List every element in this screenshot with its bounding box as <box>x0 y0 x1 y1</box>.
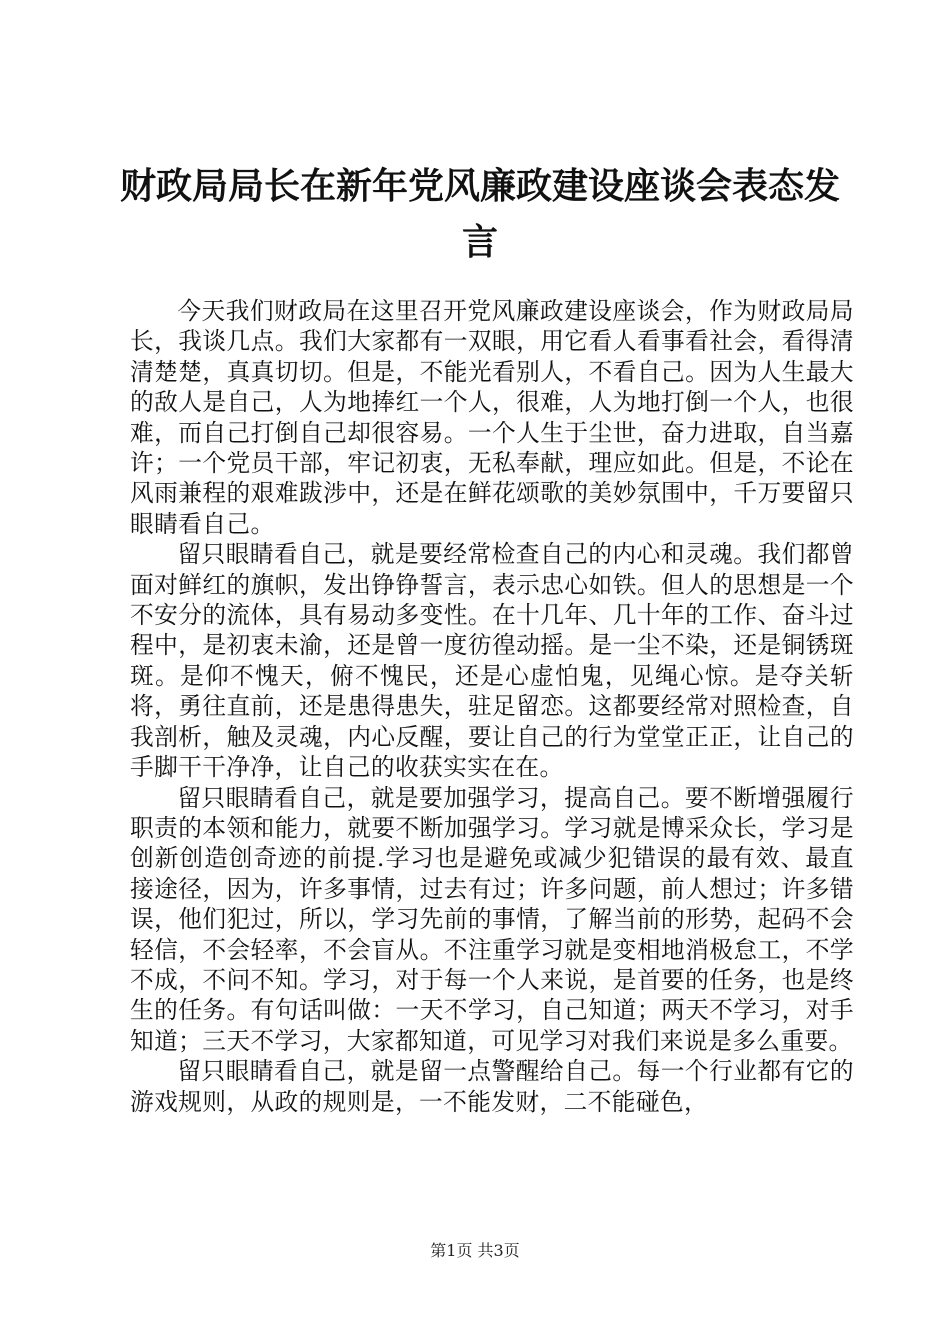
paragraph-3: 留只眼睛看自己，就是要加强学习，提高自己。要不断增强履行职责的本领和能力，就要不断加强学习。学习就是博采众长，学习是创新创造创奇迹的前提.学习也是避免或减少犯错误的最有效、最直接途径，因为，许多事情，过去有过；许多问题，前人想过；许多错误，他们犯过，所以，学习先前的事情，了解当前的形势，起码不会轻信，不会轻率，不会盲从。不注重学习就是变相地消极怠工，不学不成，不问不知。学习，对于每一个人来说，是首要的任务，也是终生的任务。有句话叫做：一天不学习，自己知道；两天不学习，对手知道；三天不学习，大家都知道，可见学习对我们来说是多么重要。 <box>130 783 854 1055</box>
paragraph-1: 今天我们财政局在这里召开党风廉政建设座谈会，作为财政局局长，我谈几点。我们大家都有一双眼，用它看人看事看社会，看得清清楚楚，真真切切。但是，不能光看别人，不看自己。因为人生最大的敌人是自己，人为地捧红一个人，很难，人为地打倒一个人，也很难，而自己打倒自己却很容易。一个人生于尘世，奋力进取，自当嘉许；一个党员干部，牢记初衷，无私奉献，理应如此。但是，不论在风雨兼程的艰难跋涉中，还是在鲜花颂歌的美妙氛围中，千万要留只眼睛看自己。 <box>130 297 854 538</box>
document-body <box>130 296 854 1117</box>
paragraph-2: 留只眼睛看自己，就是要经常检查自己的内心和灵魂。我们都曾面对鲜红的旗帜，发出铮铮誓言，表示忠心如铁。但人的思想是一个不安分的流体，具有易动多变性。在十几年、几十年的工作、奋斗过程中，是初衷未渝，还是曾一度彷徨动摇。是一尘不染，还是铜锈斑斑。是仰不愧天，俯不愧民，还是心虚怕鬼，见绳心惊。是夺关斩将，勇往直前，还是患得患失，驻足留恋。这都要经常对照检查，自我剖析，触及灵魂，内心反醒，要让自己的行为堂堂正正，让自己的手脚干干净净，让自己的收获实实在在。 <box>130 540 854 782</box>
page-number-footer: 第1页 共3页 <box>430 1241 520 1260</box>
document-title: 财政局局长在新年党风廉政建设座谈会表态发言 <box>119 165 840 263</box>
paragraph-4: 留只眼睛看自己，就是留一点警醒给自己。每一个行业都有它的游戏规则，从政的规则是，一不能发财，二不能碰色， <box>130 1057 854 1116</box>
